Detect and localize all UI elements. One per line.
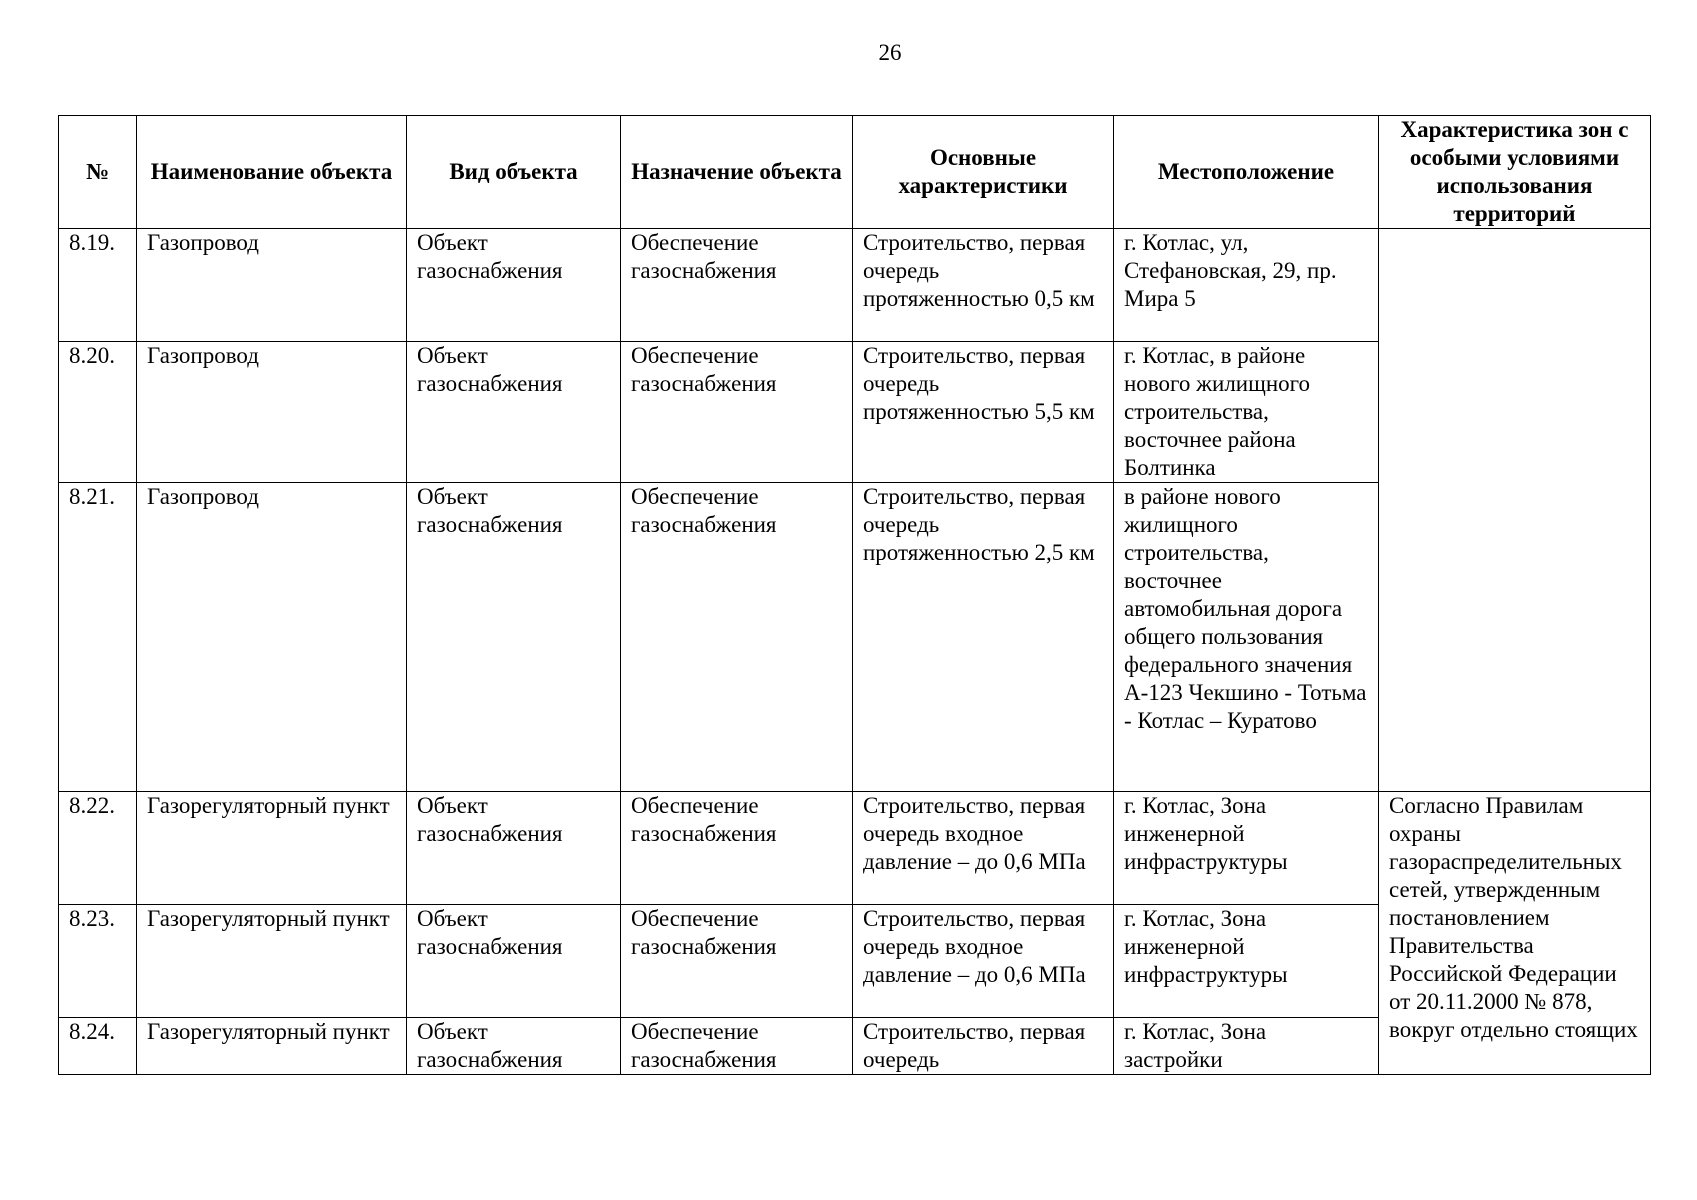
header-number: № [59,116,137,229]
object-location: г. Котлас, Зона застройки [1114,1018,1379,1075]
zone-characteristics-text: Согласно Правилам охраны газораспределительных сетей, утвержденным постановлением Правительства Российской Федерации от 20.11.2000 № 878, вокруг отдельно стоящих [1379,792,1651,1075]
header-location: Местоположение [1114,116,1379,229]
table-row [59,229,1651,342]
zone-characteristics-empty [1379,229,1651,792]
object-location: г. Котлас, Зона инженерной инфраструктуры [1114,792,1379,905]
object-location: г. Котлас, ул, Стефановская, 29, пр. Мира 5 [1114,229,1379,342]
header-object-kind: Вид объекта [407,116,621,229]
row-number: 8.20. [59,342,137,483]
object-characteristics: Строительство, первая очередь протяженностью 5,5 км [853,342,1114,483]
object-characteristics: Строительство, первая очередь входное давление – до 0,6 МПа [853,905,1114,1018]
object-characteristics: Строительство, первая очередь протяженностью 0,5 км [853,229,1114,342]
object-location: г. Котлас, Зона инженерной инфраструктуры [1114,905,1379,1018]
table-row [59,792,1651,905]
object-purpose: Обеспечение газоснабжения [621,229,853,342]
object-name: Газопровод [137,229,407,342]
object-purpose: Обеспечение газоснабжения [621,483,853,792]
object-location: г. Котлас, в районе нового жилищного строительства, восточнее района Болтинка [1114,342,1379,483]
object-purpose: Обеспечение газоснабжения [621,792,853,905]
row-number: 8.22. [59,792,137,905]
object-characteristics: Строительство, первая очередь протяженностью 2,5 км [853,483,1114,792]
header-object-name: Наименование объекта [137,116,407,229]
header-zone-characteristics: Характеристика зон с особыми условиями использования территорий [1379,116,1651,229]
object-purpose: Обеспечение газоснабжения [621,1018,853,1075]
objects-table [58,115,1651,1075]
object-kind: Объект газоснабжения [407,229,621,342]
row-number: 8.21. [59,483,137,792]
header-row [59,116,1651,229]
object-characteristics: Строительство, первая очередь входное давление – до 0,6 МПа [853,792,1114,905]
object-kind: Объект газоснабжения [407,792,621,905]
object-name: Газорегуляторный пункт [137,905,407,1018]
object-characteristics: Строительство, первая очередь [853,1018,1114,1075]
page-number: 26 [878,40,902,65]
object-name: Газопровод [137,483,407,792]
object-kind: Объект газоснабжения [407,483,621,792]
object-name: Газорегуляторный пункт [137,1018,407,1075]
object-name: Газопровод [137,342,407,483]
row-number: 8.24. [59,1018,137,1075]
row-number: 8.19. [59,229,137,342]
header-object-purpose: Назначение объекта [621,116,853,229]
object-purpose: Обеспечение газоснабжения [621,342,853,483]
object-name: Газорегуляторный пункт [137,792,407,905]
row-number: 8.23. [59,905,137,1018]
object-kind: Объект газоснабжения [407,342,621,483]
object-location: в районе нового жилищного строительства, восточнее автомобильная дорога общего пользования федерального значения А-123 Чекшино - Тотьма - Котлас – Куратово [1114,483,1379,792]
header-main-characteristics: Основные характеристики [853,116,1114,229]
object-kind: Объект газоснабжения [407,905,621,1018]
object-kind: Объект газоснабжения [407,1018,621,1075]
object-purpose: Обеспечение газоснабжения [621,905,853,1018]
